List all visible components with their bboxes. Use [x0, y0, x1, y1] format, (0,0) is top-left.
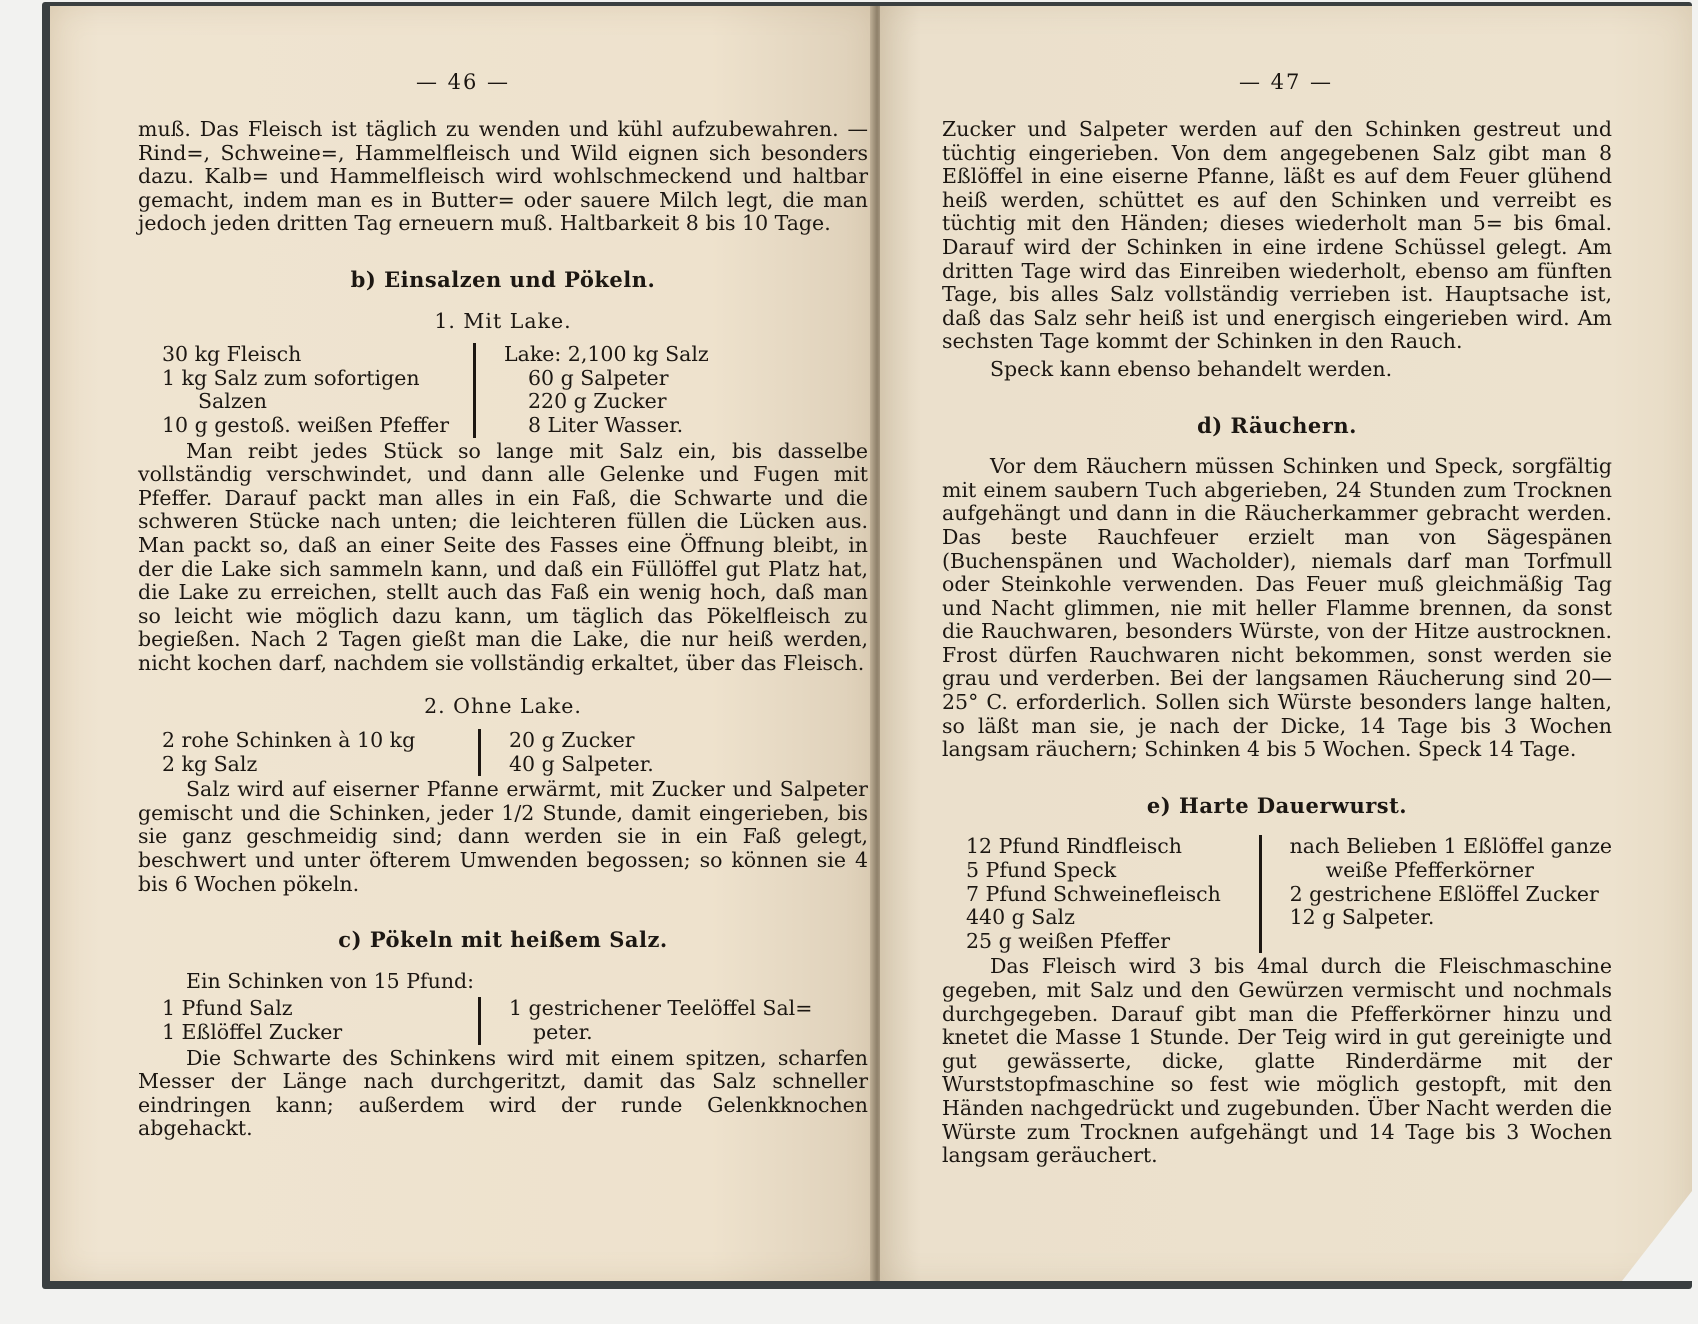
ingredients-left: [138, 343, 473, 437]
subheading-mit-lake: 1. Mit Lake.: [434, 308, 572, 333]
ingredient: 12 Pfund Rindfleisch: [966, 834, 1182, 859]
ingredient: 20 g Zucker: [509, 728, 635, 753]
ingredients-left: [942, 835, 1259, 953]
ingredient: 1 kg Salz zum sofortigen: [162, 365, 420, 390]
ingredient: peter.: [533, 1020, 593, 1044]
folded-corner: [1622, 1191, 1692, 1281]
schinken-intro: Ein Schinken von 15 Pfund:: [186, 968, 475, 993]
paragraph-raeuchern: Vor dem Räuchern müssen Schinken und Speck, sorgfältig mit einem saubern Tuch abgerieben, 24 Stunden zum Trocknen aufgehängt und dann in die Räucherkammer gebracht werden. Das beste Rauchfeuer erzielt man von Sägespänen (Buchenspänen und Wacholder), niemals darf man Torfmull oder Steinkohle verwenden. Das Feuer muß gleichmäßig Tag und Nacht glimmen, nie mit heller Flamme brennen, da sonst die Rauchwaren, besonders Würste, von der Hitze austrocknen. Frost dürfen Rauchwaren nicht bekommen, sonst werden sie grau und verderben. Bei der langsamen Räucherung sind 20—25° C. erforderlich. Sollen sich Würste besonders lange halten, so läßt man sie, je nach der Dicke, 14 Tage bis 3 Wochen langsam räuchern; Schinken 4 bis 5 Wochen. Speck 14 Tage.: [942, 454, 1612, 762]
continuation-paragraph: Zucker und Salpeter werden auf den Schinken gestreut und tüchtig eingerieben. Von dem angegebenen Salz gibt man 8 Eßlöffel in eine eiserne Pfanne, läßt es auf dem Feuer glühend heiß werden, schüttet es auf den Schinken und verreibt es tüchtig mit den Händen; dieses wiederholt man 5= bis 6mal. Darauf wird der Schinken in eine irdene Schüssel gelegt. Am dritten Tage wird das Einreiben wiederholt, ebenso am fünften Tage, bis alles Salz vollständig verrieben ist. Hauptsache ist, daß das Salz sehr heiß ist und energisch eingerieben wird. Am sechsten Tage kommt der Schinken in den Rauch.: [942, 117, 1612, 354]
ingredient: 220 g Zucker: [528, 389, 667, 414]
page-text: [138, 118, 868, 1141]
ingredients-left: [138, 729, 478, 776]
ingredients-right: [1259, 835, 1612, 953]
ingredient: Lake: 2,100 kg Salz: [504, 342, 709, 367]
page-number: — 47 —: [1238, 70, 1334, 94]
paragraph-ohne-lake: Salz wird auf eiserner Pfanne erwärmt, mit Zucker und Salpeter gemischt und die Schinken, jeder 1/2 Stunde, damit eingerieben, bis sie ganz geschmeidig sind; dann werden sie in ein Faß gelegt, beschwert und unter öfterem Umwenden begossen; so können sie 4 bis 6 Wochen pökeln.: [138, 777, 868, 896]
ingredients-right: [478, 997, 812, 1044]
ingredient-list-mit-lake: [138, 343, 868, 437]
ingredient: 10 g gestoß. weißen Pfeffer: [162, 412, 450, 437]
ingredient: 440 g Salz: [966, 905, 1075, 930]
ingredient: 8 Liter Wasser.: [528, 412, 684, 437]
section-heading-b: b) Einsalzen und Pökeln.: [350, 266, 656, 292]
ingredient-list-heisses-salz: [138, 997, 868, 1044]
ingredients-right: [473, 343, 709, 437]
ingredient: 60 g Salpeter: [528, 365, 669, 390]
paragraph-heisses-salz: Die Schwarte des Schinkens wird mit einem spitzen, scharfen Messer der Länge nach durchgeritzt, damit das Salz schneller eindringen kann; außerdem wird der runde Gelenkknochen abgehackt.: [138, 1045, 868, 1141]
ingredient: 30 kg Fleisch: [162, 342, 302, 367]
page-number: — 46 —: [415, 70, 511, 94]
ingredient: 5 Pfund Speck: [966, 858, 1117, 883]
paragraph-mit-lake: Man reibt jedes Stück so lange mit Salz ein, bis dasselbe vollständig verschwindet, und dann alle Gelenke und Fugen mit Pfeffer. Darauf packt man alles in ein Faß, die Schwarte und die schweren Stücke nach unten; die leichteren füllen die Lücken aus. Man packt so, daß an einer Seite des Fasses eine Öffnung bleibt, in der die Lake sich sammeln kann, und daß ein Füllöffel gut Platz hat, die Lake zu erreichen, stellt auch das Faß ein wenig hoch, daß man so leicht wie möglich dazu kann, um täglich das Pökelfleisch zu begießen. Nach 2 Tagen gießt man die Lake, die nur heiß werden, nicht kochen darf, nachdem sie vollständig erkaltet, über das Fleisch.: [138, 438, 868, 675]
ingredient: 1 gestrichener Teelöffel Sal=: [509, 996, 813, 1021]
intro-paragraph: muß. Das Fleisch ist täglich zu wenden und kühl aufzubewahren. — Rind=, Schweine=, Hammelfleisch und Wild eignen sich besonders dazu. Kalb= und Hammelfleisch wird wohlschmeckend und haltbar gemacht, indem man es in Butter= oder sauere Milch legt, die man jedoch jeden dritten Tag erneuern muß. Haltbarkeit 8 bis 10 Tage.: [138, 117, 868, 236]
paragraph-dauerwurst: Das Fleisch wird 3 bis 4mal durch die Fleischmaschine gegeben, mit Salz und den Gewürzen vermischt und nochmals durchgegeben. Darauf gibt man die Pfefferkörner hinzu und knetet die Masse 1 Stunde. Der Teig wird in gut gereinigte und gut gewässerte, dicke, glatte Rinderdärme mit der Wurststopfmaschine so fest wie möglich gestopft, mit den Händen nachgedrückt und zugebunden. Über Nacht werden die Würste zum Trocknen aufgehängt und 14 Tage bis 3 Wochen langsam geräuchert.: [942, 954, 1612, 1168]
ingredients-right: [478, 729, 654, 776]
speck-note: Speck kann ebenso behandelt werden.: [990, 356, 1393, 381]
ingredient-list-ohne-lake: [138, 729, 868, 776]
subheading-ohne-lake: 2. Ohne Lake.: [424, 694, 582, 719]
ingredient: 7 Pfund Schweinefleisch: [966, 881, 1221, 906]
ingredient: 25 g weißen Pfeffer: [966, 928, 1171, 953]
page-text: [942, 118, 1612, 1168]
ingredient: 2 gestrichene Eßlöffel Zucker: [1289, 881, 1599, 906]
ingredient: 2 rohe Schinken à 10 kg: [162, 728, 416, 753]
ingredient: 12 g Salpeter.: [1289, 905, 1435, 930]
ingredient: 2 kg Salz: [162, 751, 258, 776]
page-46: [50, 6, 876, 1281]
ingredient: 40 g Salpeter.: [509, 751, 654, 776]
section-heading-d: d) Räuchern.: [1197, 412, 1357, 438]
ingredient: 1 Eßlöffel Zucker: [162, 1020, 343, 1044]
ingredient: Salzen: [198, 389, 267, 414]
page-47: [880, 6, 1692, 1281]
section-heading-e: e) Harte Dauerwurst.: [1146, 792, 1408, 818]
ingredient: weiße Pfefferkörner: [1325, 858, 1534, 883]
ingredient: 1 Pfund Salz: [162, 996, 293, 1021]
section-heading-c: c) Pökeln mit heißem Salz.: [338, 927, 668, 953]
ingredients-left: [138, 997, 478, 1044]
ingredient: nach Belieben 1 Eßlöffel ganze: [1289, 834, 1612, 859]
ingredient-list-dauerwurst: [942, 835, 1612, 953]
